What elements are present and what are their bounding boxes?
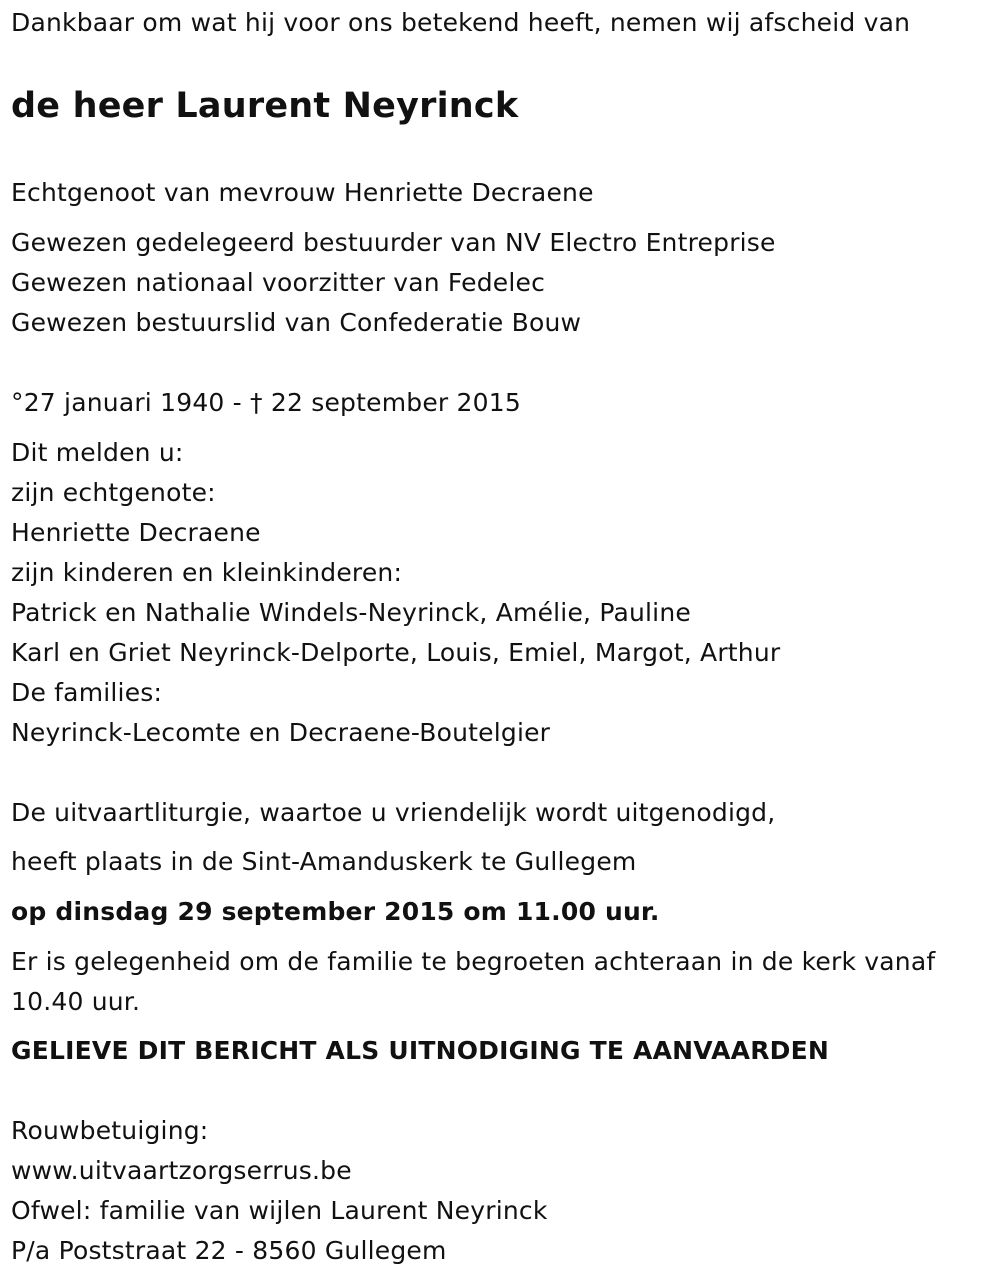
condolences-label: Rouwbetuiging: [11,1116,209,1145]
intro-text: Dankbaar om wat hij voor ons betekend heeft, nemen wij afscheid van [11,8,911,37]
announcement-line: De families: [11,678,163,707]
announcement-line: zijn echtgenote: [11,478,216,507]
announcement-line: Patrick en Nathalie Windels-Neyrinck, Amélie, Pauline [11,598,691,627]
spouse-line: Echtgenoot van mevrouw Henriette Decraene [11,178,594,207]
announcement-line: Karl en Griet Neyrinck-Delporte, Louis, Emiel, Margot, Arthur [11,638,781,667]
condolences-address-line: Ofwel: familie van wijlen Laurent Neyrinck [11,1196,548,1225]
role-line: Gewezen bestuurslid van Confederatie Bouw [11,308,582,337]
announcement-line: zijn kinderen en kleinkinderen: [11,558,403,587]
announcement-line: Dit melden u: [11,438,184,467]
birth-death-dates: °27 januari 1940 - † 22 september 2015 [11,388,521,417]
role-line: Gewezen gedelegeerd bestuurder van NV Electro Entreprise [11,228,776,257]
condolences-address-line: P/a Poststraat 22 - 8560 Gullegem [11,1236,447,1265]
funeral-location: heeft plaats in de Sint-Amanduskerk te Gullegem [11,847,637,876]
condolences-website: www.uitvaartzorgserrus.be [11,1156,352,1185]
announcement-line: Neyrinck-Lecomte en Decraene-Boutelgier [11,718,551,747]
announcement-line: Henriette Decraene [11,518,261,547]
deceased-name: de heer Laurent Neyrinck [11,86,519,126]
funeral-datetime: op dinsdag 29 september 2015 om 11.00 uur. [11,897,660,926]
funeral-line: De uitvaartliturgie, waartoe u vriendelijk wordt uitgenodigd, [11,798,776,827]
role-line: Gewezen nationaal voorzitter van Fedelec [11,268,546,297]
invitation-notice: GELIEVE DIT BERICHT ALS UITNODIGING TE AANVAARDEN [11,1036,830,1065]
greeting-info: Er is gelegenheid om de familie te begroeten achteraan in de kerk vanaf 10.40 uur. [11,947,936,1016]
